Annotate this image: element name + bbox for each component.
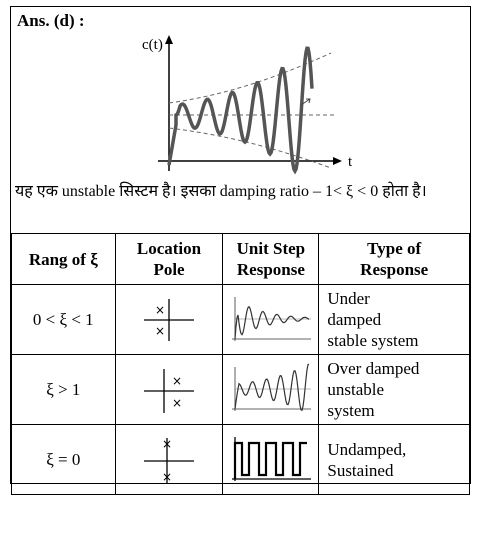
header-step-response: Unit Step Response (223, 234, 319, 285)
table-row (12, 285, 470, 355)
header-range: Rang of ξ (12, 234, 116, 285)
growing-oscillation-curve (169, 48, 312, 171)
sustained-oscillation-curve (235, 443, 307, 479)
range-cell: ξ = 0 (12, 425, 116, 495)
type-cell: Under damped stable system (319, 285, 470, 355)
step-response-undamped (227, 433, 315, 487)
y-axis-arrow (165, 35, 173, 44)
response-table (11, 233, 470, 495)
range-cell: 0 < ξ < 1 (12, 285, 116, 355)
table-header-row (12, 234, 470, 285)
pole-marker-icon: × (155, 323, 166, 338)
x-axis-label: t (348, 154, 353, 170)
header-pole: Location Pole (115, 234, 223, 285)
pole-diagram-overdamped (134, 365, 204, 415)
pole-marker-icon: × (172, 395, 183, 410)
type-cell: Over damped unstable system (319, 355, 470, 425)
pole-marker-icon: × (155, 302, 166, 317)
pole-cell (115, 425, 223, 495)
range-cell: ξ > 1 (12, 355, 116, 425)
pole-diagram-undamped (134, 435, 204, 485)
answer-label: Ans. (d) : (17, 11, 85, 30)
step-response-unstable (227, 363, 315, 417)
step-response-cell (223, 355, 319, 425)
step-response-underdamped (227, 293, 315, 347)
y-axis-label: c(t) (142, 37, 163, 53)
pole-marker-icon: × (172, 373, 183, 388)
pole-marker-icon: × (162, 436, 173, 451)
table-row (12, 425, 470, 495)
header-type: Type of Response (319, 234, 470, 285)
answer-box (10, 6, 471, 484)
step-response-cell (223, 285, 319, 355)
table-row (12, 355, 470, 425)
step-response-cell (223, 425, 319, 495)
pole-marker-icon: × (162, 469, 173, 484)
x-axis-arrow (333, 157, 342, 165)
pole-diagram-underdamped (134, 295, 204, 345)
pole-cell (115, 285, 223, 355)
lower-envelope (169, 128, 331, 168)
type-cell: Undamped, Sustained (319, 425, 470, 495)
response-graph (136, 33, 366, 183)
pole-cell (115, 355, 223, 425)
description-text: यह एक unstable सिस्टम है। इसका damping ratio – 1< ξ < 0 होता है। (15, 183, 427, 200)
